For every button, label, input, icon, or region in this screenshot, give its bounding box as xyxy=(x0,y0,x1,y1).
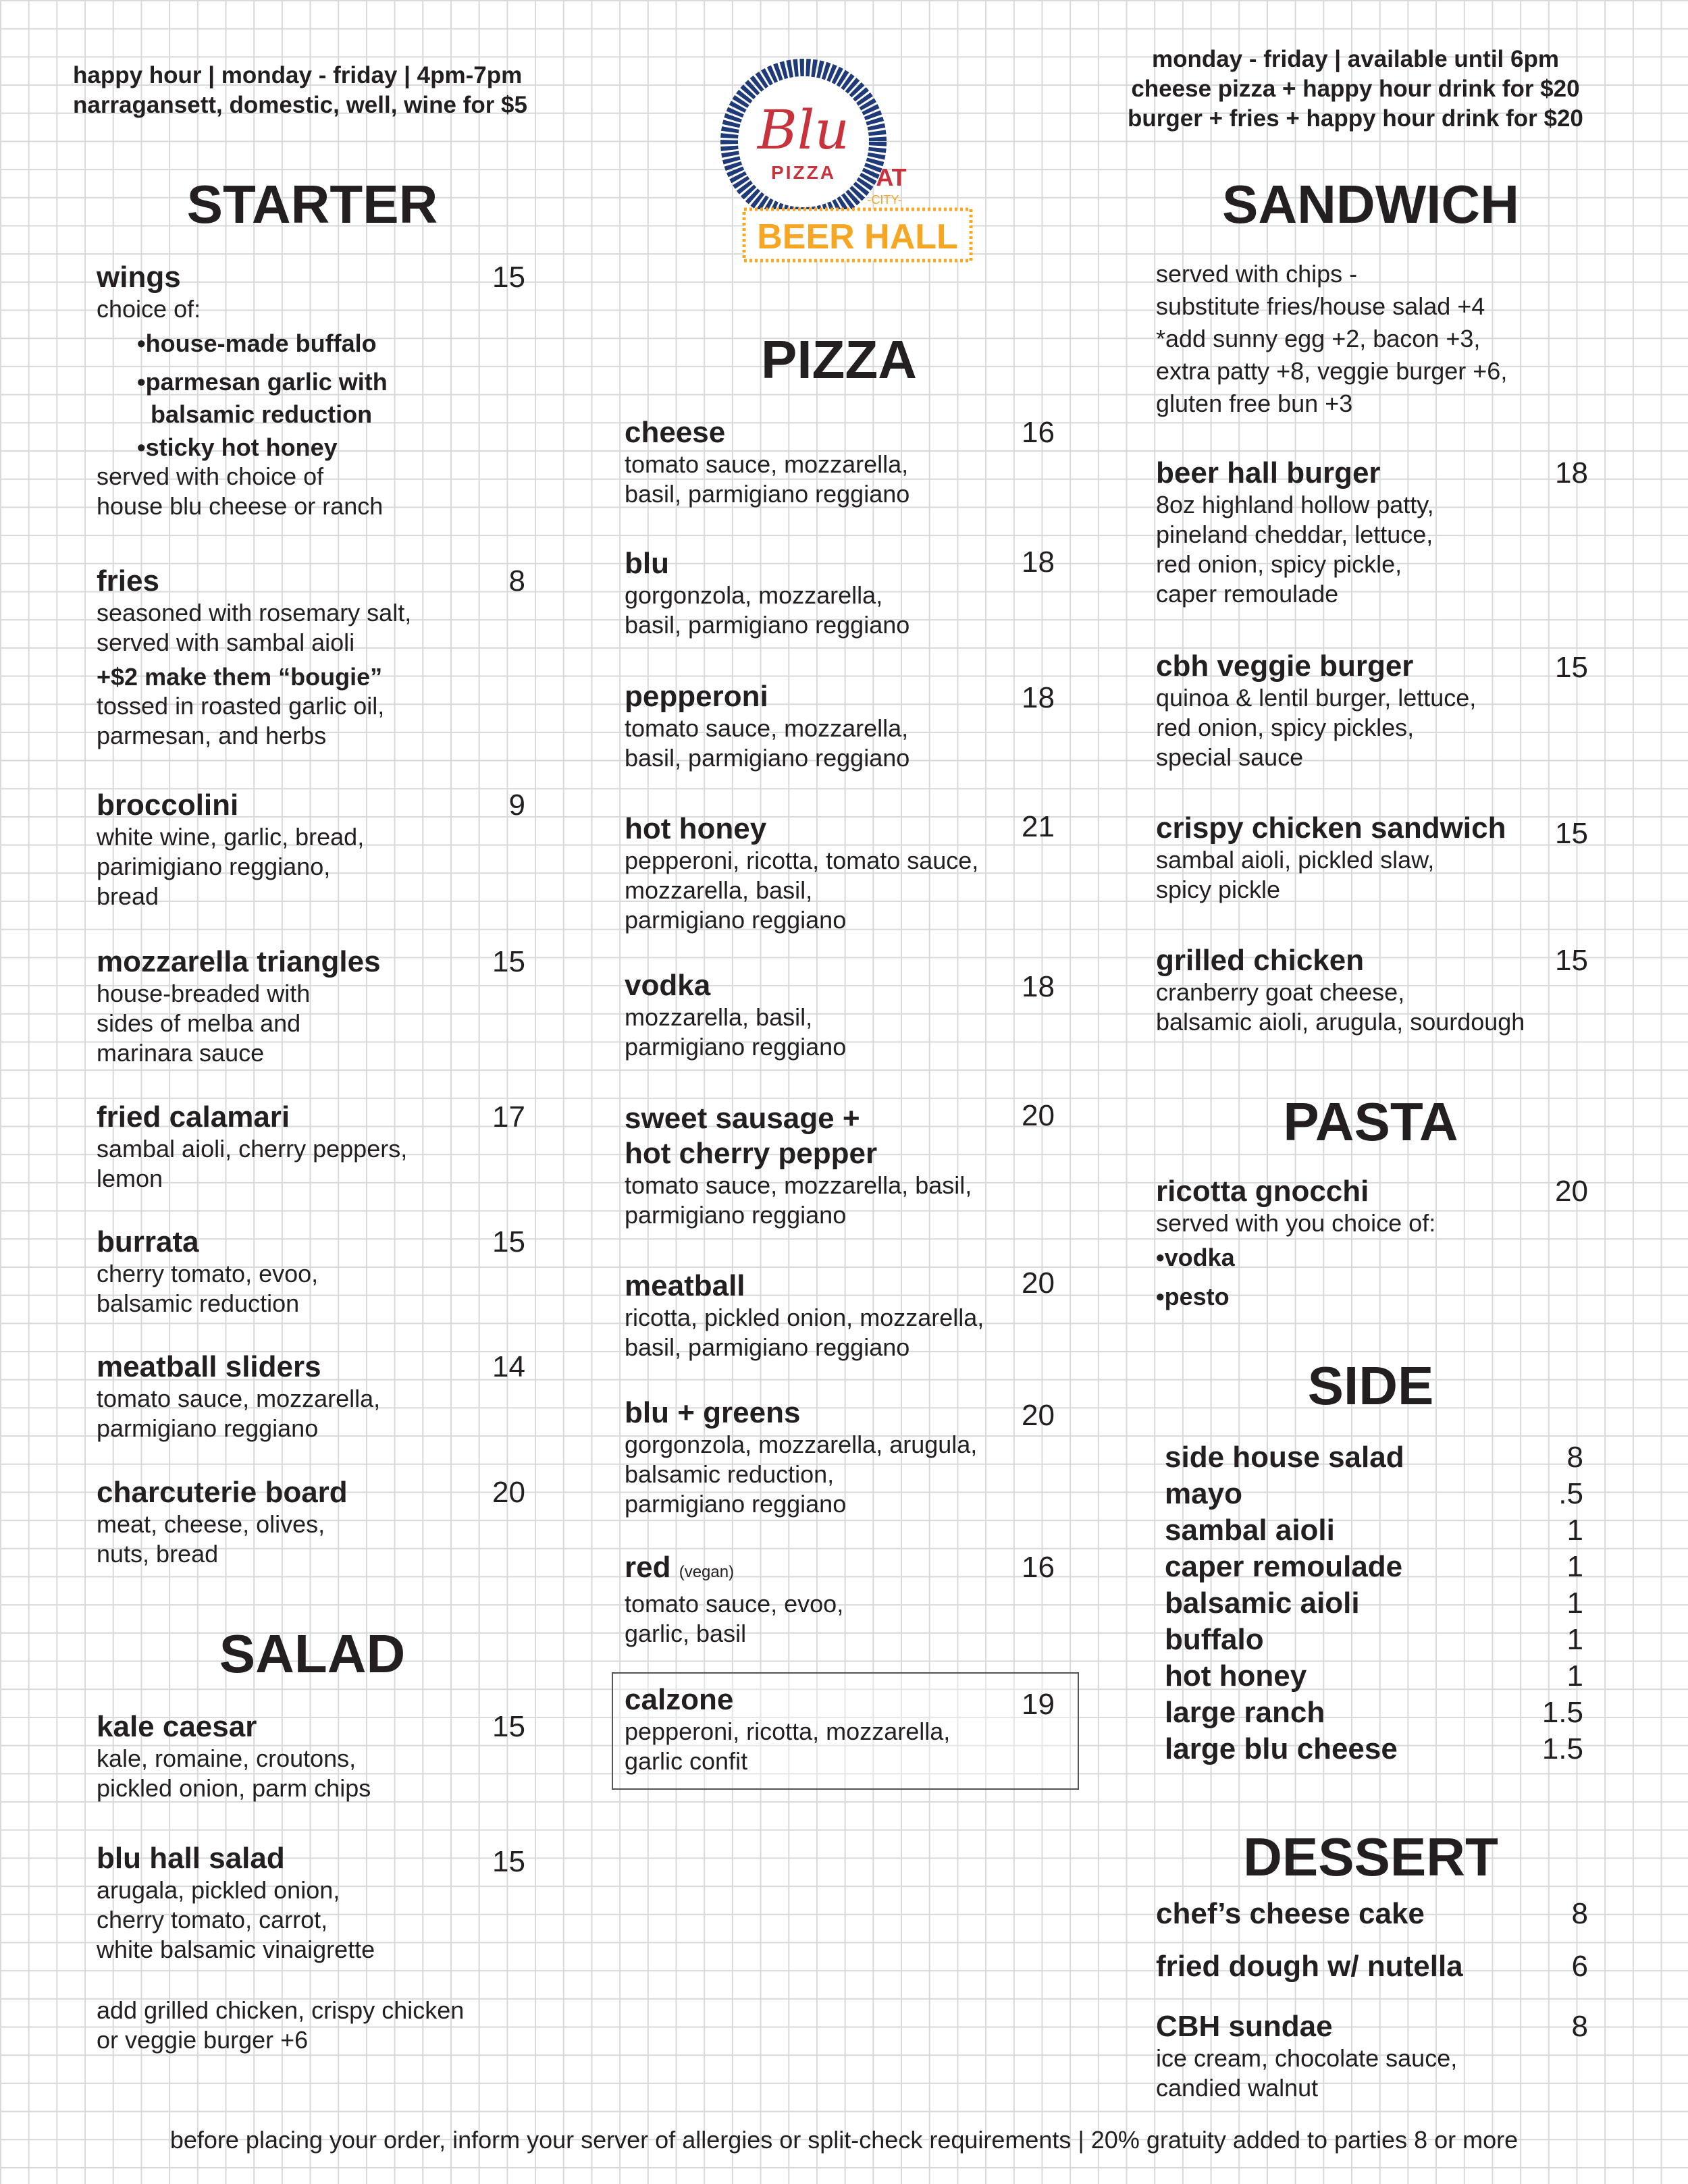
pizza-hot-honey xyxy=(625,812,978,935)
side-item xyxy=(1165,1477,1583,1514)
item-price: 6 xyxy=(1571,1950,1588,1983)
side-name: balsamic aioli xyxy=(1165,1587,1360,1620)
item-name: meatball sliders xyxy=(97,1350,321,1383)
sandwich-heading: SANDWICH xyxy=(1222,174,1519,234)
item-price: 20 xyxy=(1555,1175,1588,1208)
item-price: 17 xyxy=(492,1100,525,1134)
side-item xyxy=(1165,1623,1583,1659)
item-desc: basil, parmigiano reggiano xyxy=(625,1333,910,1361)
item-desc: meat, cheese, olives, xyxy=(97,1510,325,1538)
pizza-heading: PIZZA xyxy=(760,329,918,390)
item-name: blu + greens xyxy=(625,1396,801,1429)
footer-notice: before placing your order, inform your server of allergies or split-check requirements | 20% gratuity added to parties 8 or more xyxy=(169,2126,1519,2154)
side-price: 1 xyxy=(1566,1623,1583,1656)
item-desc: tomato sauce, mozzarella, basil, xyxy=(625,1171,972,1199)
item-desc: parmigiano reggiano xyxy=(625,1033,847,1061)
item-desc: garlic, basil xyxy=(625,1620,747,1647)
item-desc: candied walnut xyxy=(1156,2074,1319,2102)
item-desc: tomato sauce, mozzarella, xyxy=(625,714,909,742)
side-item xyxy=(1165,1550,1583,1587)
item-desc: tossed in roasted garlic oil, xyxy=(97,692,385,720)
item-desc: basil, parmigiano reggiano xyxy=(625,480,910,508)
item-name: chef’s cheese cake xyxy=(1156,1897,1425,1930)
item-price: 8 xyxy=(508,564,525,597)
starter-mozzarella-triangles xyxy=(97,945,381,1068)
item-desc: parimigiano reggiano, xyxy=(97,853,331,880)
sandwich-beer-hall-burger xyxy=(1156,456,1434,609)
intro-line: extra patty +8, veggie burger +6, xyxy=(1156,357,1508,385)
item-desc: red onion, spicy pickles, xyxy=(1156,714,1415,741)
item-desc: quinoa & lentil burger, lettuce, xyxy=(1156,684,1477,712)
item-desc: parmesan, and herbs xyxy=(97,722,327,749)
item-desc: gorgonzola, mozzarella, arugula, xyxy=(625,1431,978,1458)
item-name: vodka xyxy=(625,969,711,1002)
item-desc: ice cream, chocolate sauce, xyxy=(1156,2044,1458,2072)
item-desc: served with choice of xyxy=(97,462,324,490)
promo-line: narragansett, domestic, well, wine for $5 xyxy=(73,92,527,118)
item-desc: balsamic reduction xyxy=(97,1289,300,1317)
option-hot-honey: •sticky hot honey xyxy=(137,433,338,461)
item-desc: served with sambal aioli xyxy=(97,629,355,656)
logo-at-text: AT xyxy=(876,163,907,191)
item-name: broccolini xyxy=(97,789,239,822)
logo-city-text: -CITY- xyxy=(867,193,902,207)
item-name: calzone xyxy=(625,1683,734,1716)
side-name: hot honey xyxy=(1165,1659,1307,1693)
pizza-sweet-sausage xyxy=(625,1102,972,1230)
item-desc: sambal aioli, pickled slaw, xyxy=(1156,846,1435,874)
side-price: 1 xyxy=(1566,1659,1583,1693)
starter-burrata xyxy=(97,1225,318,1319)
side-price: 1 xyxy=(1566,1514,1583,1547)
item-price: 20 xyxy=(1022,1099,1055,1132)
item-price: 15 xyxy=(1555,944,1588,977)
pizza-pepperoni xyxy=(625,680,909,773)
pizza-calzone xyxy=(625,1683,950,1776)
wings-options xyxy=(97,324,388,467)
pizza-vodka xyxy=(625,969,846,1062)
item-name: grilled chicken xyxy=(1156,944,1365,977)
item-name: wings xyxy=(97,261,181,294)
pizza-red xyxy=(625,1551,843,1649)
item-price: 9 xyxy=(508,789,525,822)
item-price: 15 xyxy=(492,945,525,978)
side-item xyxy=(1165,1587,1583,1623)
salad-kale-caesar xyxy=(97,1710,371,1803)
item-price: 18 xyxy=(1555,456,1588,489)
side-name: large ranch xyxy=(1165,1696,1325,1729)
starter-charcuterie-board xyxy=(97,1476,348,1569)
sandwich-intro xyxy=(1156,258,1507,420)
pasta-heading: PASTA xyxy=(1283,1092,1458,1152)
item-desc: cherry tomato, evoo, xyxy=(97,1260,319,1287)
promo-line: burger + fries + happy hour drink for $20 xyxy=(1128,105,1583,132)
sandwich-grilled-chicken xyxy=(1156,944,1525,1037)
logo-pizza-text: PIZZA xyxy=(771,162,836,183)
intro-line: served with chips - xyxy=(1156,260,1358,288)
starter-wings xyxy=(97,261,388,521)
item-price: 15 xyxy=(1555,817,1588,850)
side-price: 8 xyxy=(1566,1441,1583,1474)
option-parmesan-cont: balsamic reduction xyxy=(151,400,373,428)
item-name: blu hall salad xyxy=(97,1842,285,1875)
dessert-cheese-cake xyxy=(1156,1897,1425,1931)
combo-promo xyxy=(1128,45,1583,134)
addon-text: or veggie burger +6 xyxy=(97,2026,309,2054)
item-price: 20 xyxy=(1022,1267,1055,1300)
item-name: hot honey xyxy=(625,812,767,845)
item-desc: pepperoni, ricotta, mozzarella, xyxy=(625,1717,951,1745)
pasta-ricotta-gnocchi xyxy=(1156,1175,1435,1316)
option-buffalo: •house-made buffalo xyxy=(137,329,377,357)
side-name: side house salad xyxy=(1165,1441,1404,1474)
item-price: 8 xyxy=(1571,2010,1588,2043)
promo-line: happy hour | monday - friday | 4pm-7pm xyxy=(73,62,523,88)
promo-line: monday - friday | available until 6pm xyxy=(1151,46,1559,72)
option-vodka: •vodka xyxy=(1156,1244,1235,1271)
item-price: 16 xyxy=(1022,416,1055,449)
sandwich-crispy-chicken xyxy=(1156,811,1506,905)
item-desc: nuts, bread xyxy=(97,1540,219,1568)
item-desc: gorgonzola, mozzarella, xyxy=(625,581,883,609)
item-desc: tomato sauce, evoo, xyxy=(625,1590,844,1618)
dessert-heading: DESSERT xyxy=(1243,1827,1498,1887)
item-price: 15 xyxy=(492,1225,525,1258)
sandwich-cbh-veggie-burger xyxy=(1156,649,1476,772)
item-desc: tomato sauce, mozzarella, xyxy=(625,450,909,478)
item-price: 15 xyxy=(492,261,525,294)
intro-line: *add sunny egg +2, bacon +3, xyxy=(1156,325,1481,352)
item-desc: tomato sauce, mozzarella, xyxy=(97,1385,381,1412)
side-item xyxy=(1165,1696,1583,1732)
item-desc: pineland cheddar, lettuce, xyxy=(1156,521,1433,548)
side-price: 1 xyxy=(1566,1550,1583,1583)
side-price: 1.5 xyxy=(1541,1696,1583,1729)
option-pesto: •pesto xyxy=(1156,1283,1230,1310)
side-heading: SIDE xyxy=(1307,1356,1434,1416)
item-desc: garlic confit xyxy=(625,1747,748,1775)
item-desc: white balsamic vinaigrette xyxy=(97,1936,375,1963)
blu-pizza-beer-hall-logo xyxy=(702,54,986,270)
pizza-meatball xyxy=(625,1269,984,1362)
item-name: kale caesar xyxy=(97,1710,257,1743)
item-name: ricotta gnocchi xyxy=(1156,1175,1369,1208)
item-desc: balsamic aioli, arugula, sourdough xyxy=(1156,1008,1525,1036)
item-desc: cranberry goat cheese, xyxy=(1156,978,1405,1006)
side-item xyxy=(1165,1659,1583,1696)
item-desc: sides of melba and xyxy=(97,1009,301,1037)
side-name: sambal aioli xyxy=(1165,1514,1335,1547)
item-desc: kale, romaine, croutons, xyxy=(97,1744,357,1772)
item-price: 18 xyxy=(1022,681,1055,714)
item-desc: cherry tomato, carrot, xyxy=(97,1906,328,1934)
item-desc: lemon xyxy=(97,1165,163,1192)
item-name: blu xyxy=(625,547,669,580)
item-desc: basil, parmigiano reggiano xyxy=(625,744,910,772)
item-desc: special sauce xyxy=(1156,743,1304,771)
item-desc: parmigiano reggiano xyxy=(625,1490,847,1518)
promo-line: cheese pizza + happy hour drink for $20 xyxy=(1131,76,1580,102)
pizza-blu-greens xyxy=(625,1396,977,1519)
item-desc: pepperoni, ricotta, tomato sauce, xyxy=(625,847,979,874)
pizza-cheese xyxy=(625,416,909,509)
side-item xyxy=(1165,1441,1583,1477)
item-price: 15 xyxy=(1555,651,1588,684)
starter-meatball-sliders xyxy=(97,1350,380,1443)
starter-broccolini xyxy=(97,789,364,911)
option-parmesan: •parmesan garlic with xyxy=(137,368,388,396)
item-price: 21 xyxy=(1022,810,1055,843)
starter-fries xyxy=(97,564,411,751)
side-item xyxy=(1165,1514,1583,1550)
item-name-text: red xyxy=(625,1551,671,1584)
item-desc: spicy pickle xyxy=(1156,876,1281,903)
item-name: charcuterie board xyxy=(97,1476,348,1509)
item-name: crispy chicken sandwich xyxy=(1156,811,1506,845)
item-name: sweet sausage + xyxy=(625,1102,860,1135)
intro-line: gluten free bun +3 xyxy=(1156,390,1353,417)
item-name: cbh veggie burger xyxy=(1156,649,1414,683)
item-name: meatball xyxy=(625,1269,745,1302)
item-desc: seasoned with rosemary salt, xyxy=(97,599,412,627)
item-desc: balsamic reduction, xyxy=(625,1460,835,1488)
item-name xyxy=(625,1551,843,1589)
fries-upgrade: +$2 make them “bougie” xyxy=(97,663,383,691)
intro-line: substitute fries/house salad +4 xyxy=(1156,292,1485,320)
item-name: hot cherry pepper xyxy=(625,1137,878,1170)
starter-fried-calamari xyxy=(97,1100,407,1194)
item-desc: caper remoulade xyxy=(1156,580,1339,608)
item-price: 19 xyxy=(1022,1688,1055,1721)
item-desc: basil, parmigiano reggiano xyxy=(625,611,910,639)
item-desc: served with you choice of: xyxy=(1156,1209,1436,1237)
item-name: fries xyxy=(97,564,159,597)
item-desc: 8oz highland hollow patty, xyxy=(1156,491,1434,518)
dessert-cbh-sundae xyxy=(1156,2010,1457,2103)
side-name: mayo xyxy=(1165,1477,1242,1510)
item-name: fried dough w/ nutella xyxy=(1156,1950,1463,1983)
item-desc: sambal aioli, cherry peppers, xyxy=(97,1135,408,1163)
item-price: 18 xyxy=(1022,545,1055,579)
item-name: CBH sundae xyxy=(1156,2010,1333,2043)
item-desc: house-breaded with xyxy=(97,980,311,1007)
logo-blu-text: Blu xyxy=(758,99,849,161)
item-desc: arugala, pickled onion, xyxy=(97,1876,340,1904)
side-price: .5 xyxy=(1558,1477,1583,1510)
item-price: 16 xyxy=(1022,1551,1055,1584)
item-desc: parmigiano reggiano xyxy=(625,906,847,934)
item-desc: pickled onion, parm chips xyxy=(97,1774,371,1802)
dessert-fried-dough xyxy=(1156,1950,1463,1983)
item-price: 14 xyxy=(492,1350,525,1383)
item-desc: choice of: xyxy=(97,295,201,323)
starter-heading: STARTER xyxy=(186,174,438,234)
pizza-blu xyxy=(625,547,909,640)
item-price: 20 xyxy=(492,1476,525,1509)
side-name: large blu cheese xyxy=(1165,1732,1398,1765)
item-desc: red onion, spicy pickle, xyxy=(1156,550,1402,578)
item-name: cheese xyxy=(625,416,726,449)
side-price: 1 xyxy=(1566,1587,1583,1620)
item-price: 15 xyxy=(492,1845,525,1878)
item-desc: mozzarella, basil, xyxy=(625,876,813,904)
item-desc: bread xyxy=(97,882,159,910)
item-price: 18 xyxy=(1022,970,1055,1003)
item-price: 20 xyxy=(1022,1399,1055,1432)
item-desc: parmigiano reggiano xyxy=(625,1201,847,1229)
salad-blu-hall xyxy=(97,1842,375,1965)
logo-beerhall-text: BEER HALL xyxy=(757,217,958,257)
vegan-note: (vegan) xyxy=(679,1563,735,1581)
item-desc: mozzarella, basil, xyxy=(625,1003,813,1031)
side-name: caper remoulade xyxy=(1165,1550,1403,1583)
item-name: pepperoni xyxy=(625,680,768,713)
item-price: 8 xyxy=(1571,1897,1588,1930)
item-desc: ricotta, pickled onion, mozzarella, xyxy=(625,1304,984,1331)
side-price: 1.5 xyxy=(1541,1732,1583,1765)
item-desc: parmigiano reggiano xyxy=(97,1414,319,1442)
item-price: 15 xyxy=(492,1710,525,1743)
side-item xyxy=(1165,1732,1583,1769)
item-name: burrata xyxy=(97,1225,199,1258)
item-name: mozzarella triangles xyxy=(97,945,381,978)
salad-heading: SALAD xyxy=(219,1624,406,1684)
happy-hour-promo xyxy=(73,61,527,120)
side-name: buffalo xyxy=(1165,1623,1264,1656)
item-name: beer hall burger xyxy=(1156,456,1381,489)
item-desc: house blu cheese or ranch xyxy=(97,492,384,520)
item-desc: marinara sauce xyxy=(97,1039,265,1067)
item-name: fried calamari xyxy=(97,1100,290,1134)
addon-text: add grilled chicken, crispy chicken xyxy=(97,1996,465,2024)
salad-addon xyxy=(97,1996,464,2055)
item-desc: white wine, garlic, bread, xyxy=(97,823,365,851)
